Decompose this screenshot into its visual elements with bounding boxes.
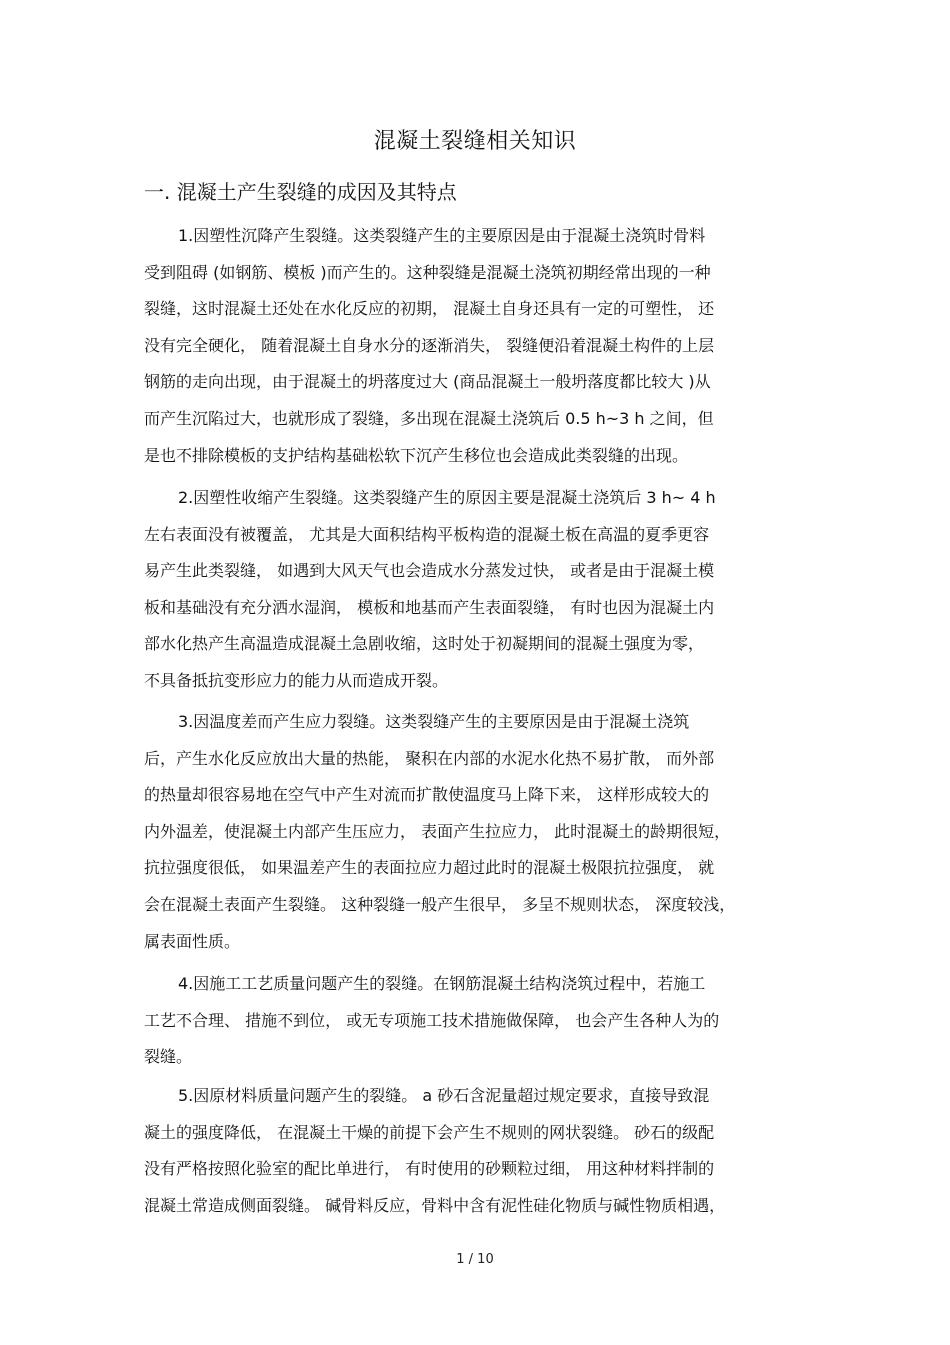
text-line: 是也不排除模板的支护结构基础松软下沉产生移位也会造成此类裂缝的出现。 [144,445,689,465]
text-line: 板和基础没有充分洒水湿润， 模板和地基而产生表面裂缝， 有时也因为混凝土内 [144,597,715,617]
text-line: 而产生沉陷过大，也就形成了裂缝，多出现在混凝土浇筑后 0.5 h~3 h 之间，但 [144,408,714,428]
paragraph-2 [144,480,809,700]
text-line: 部水化热产生高温造成混凝土急剧收缩，这时处于初凝期间的混凝土强度为零， [144,634,705,654]
text-line: 属表面性质。 [144,931,241,951]
text-line: 裂缝。 [144,1047,193,1067]
text-line: 5.因原材料质量问题产生的裂缝。 a 砂石含泥量超过规定要求，直接导致混 [178,1086,710,1105]
text-line: 易产生此类裂缝， 如遇到大风天气也会造成水分蒸发过快， 或者是由于混凝土模 [144,561,715,581]
text-line: 裂缝，这时混凝土还处在水化反应的初期， 混凝土自身还具有一定的可塑性， 还 [144,299,715,319]
text-line: 1.因塑性沉降产生裂缝。这类裂缝产生的主要原因是由于混凝土浇筑时骨料 [178,226,706,245]
paragraph-5 [144,1078,809,1224]
document-title: 混凝土裂缝相关知识 [373,129,577,154]
text-line: 4.因施工工艺质量问题产生的裂缝。在钢筋混凝土结构浇筑过程中，若施工 [178,974,706,993]
text-line: 混凝土常造成侧面裂缝。 碱骨料反应，骨料中含有泥性硅化物质与碱性物质相遇， [144,1195,726,1215]
text-line: 不具备抵抗变形应力的能力从而造成开裂。 [144,670,449,690]
text-line: 抗拉强度很低， 如果温差产生的表面拉应力超过此时的混凝土极限抗拉强度， 就 [144,858,715,878]
text-line: 没有完全硬化， 随着混凝土自身水分的逐渐消失， 裂缝便沿着混凝土构件的上层 [144,335,715,355]
text-line: 钢筋的走向出现，由于混凝土的坍落度过大 (商品混凝土一般坍落度都比较大 )从 [144,372,711,392]
text-line: 2.因塑性收缩产生裂缝。这类裂缝产生的原因主要是混凝土浇筑后 3 h~ 4 h [178,488,716,507]
paragraph-3 [144,704,809,960]
text-line: 会在混凝土表面产生裂缝。 这种裂缝一般产生很早， 多呈不规则状态， 深度较浅， [144,894,736,914]
paragraph-1 [144,218,809,474]
text-line: 凝土的强度降低， 在混凝土干燥的前提下会产生不规则的网状裂缝。 砂石的级配 [144,1122,715,1142]
text-line: 的热量却很容易地在空气中产生对流而扩散使温度马上降下来， 这样形成较大的 [144,785,710,805]
text-line: 没有严格按照化验室的配比单进行， 有时使用的砂颗粒过细， 用这种材料拌制的 [144,1159,715,1179]
text-line: 内外温差，使混凝土内部产生压应力， 表面产生拉应力， 此时混凝土的龄期很短， [144,821,731,841]
paragraph-4 [144,966,809,1076]
text-line: 工艺不合理、 措施不到位， 或无专项施工技术措施做保障， 也会产生各种人为的 [144,1010,720,1030]
text-line: 左右表面没有被覆盖， 尤其是大面积结构平板构造的混凝土板在高温的夏季更容 [144,524,710,544]
page-number: 1 / 10 [456,1252,494,1267]
text-line: 后，产生水化反应放出大量的热能， 聚积在内部的水泥水化热不易扩散， 而外部 [144,748,715,768]
text-line: 3.因温度差而产生应力裂缝。这类裂缝产生的主要原因是由于混凝土浇筑 [178,712,690,731]
text-line: 受到阻碍 (如钢筋、模板 )而产生的。这种裂缝是混凝土浇筑初期经常出现的一种 [144,262,711,282]
section-heading: 一. 混凝土产生裂缝的成因及其特点 [144,180,457,204]
